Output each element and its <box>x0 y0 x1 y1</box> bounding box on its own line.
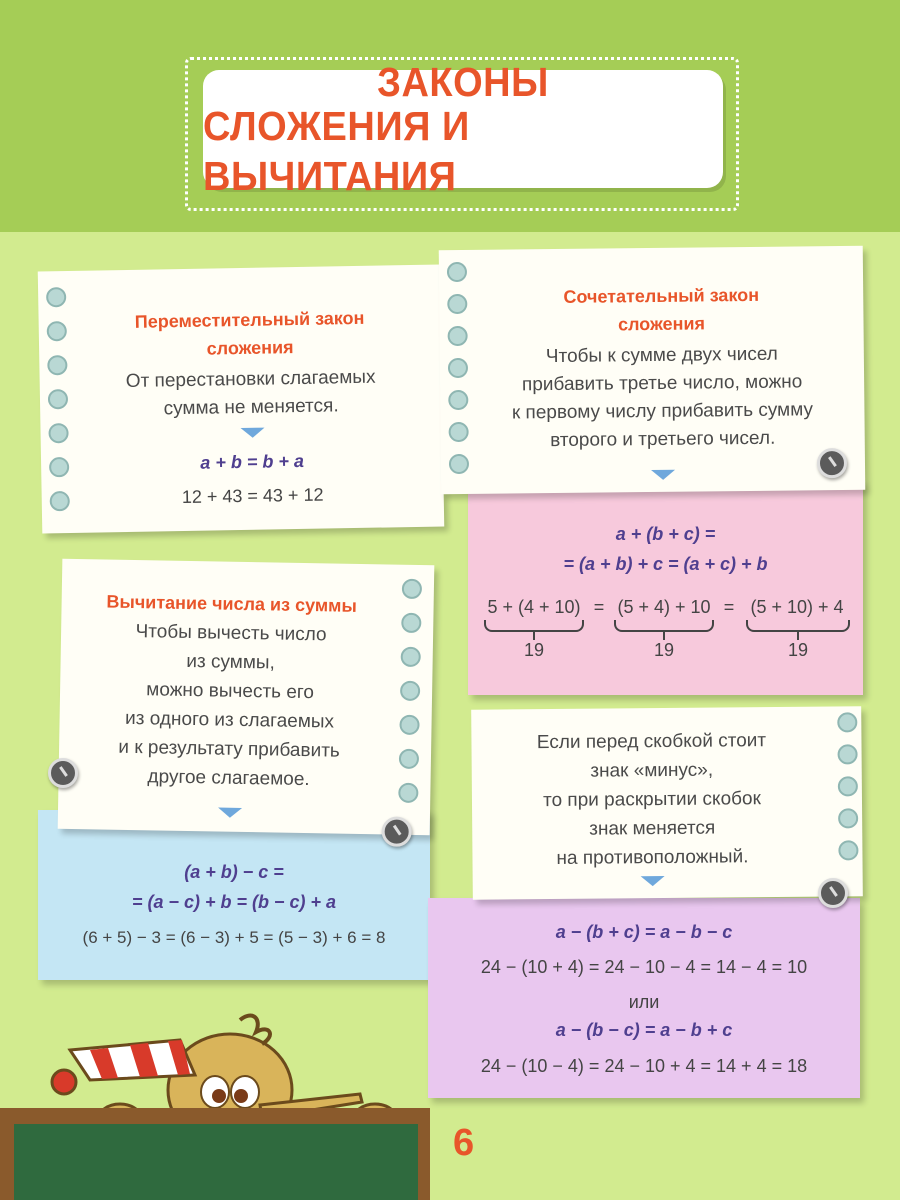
associative-example-part-2: (5 + 4) + 10 <box>617 597 711 617</box>
associative-heading-2: сложения <box>617 313 706 335</box>
pointer-triangle <box>651 470 675 480</box>
brace-3 <box>746 620 850 632</box>
pushpin-icon <box>817 448 847 478</box>
commutative-example: 12 + 43 = 43 + 12 <box>181 484 324 508</box>
associative-example-part-1: 5 + (4 + 10) <box>487 597 581 617</box>
commutative-heading-2: сложения <box>206 337 294 359</box>
subtraction-text-6: другое слагаемое. <box>147 766 310 791</box>
subtraction-formula-2: = (a − c) + b = (b − c) + a <box>131 892 337 912</box>
associative-formula-2: = (a + b) + c = (a + c) + b <box>563 554 768 574</box>
subtraction-text-3: можно вычесть его <box>146 679 315 704</box>
commutative-text-1: От перестановки слагаемых <box>125 366 376 393</box>
associative-heading-1: Сочетательный закон <box>563 284 760 307</box>
brackets-example-2: 24 − (10 − 4) = 24 − 10 + 4 = 14 + 4 = 18 <box>480 1056 808 1076</box>
subtraction-example: (6 + 5) − 3 = (6 − 3) + 5 = (5 − 3) + 6 = 8 <box>82 928 386 947</box>
associative-example-eq-2: = <box>723 597 735 617</box>
pushpin-icon <box>818 878 848 908</box>
associative-note <box>439 246 866 494</box>
subtraction-text-4: из одного из слагаемых <box>124 707 335 733</box>
commutative-text-2: сумма не меняется. <box>163 395 339 420</box>
subtraction-text-5: и к результату прибавить <box>118 736 340 762</box>
associative-formula-1: a + (b + c) = <box>615 524 716 544</box>
page-number: 6 <box>453 1122 475 1164</box>
brackets-text-4: знак меняется <box>589 817 716 840</box>
brackets-formula-1: a − (b + c) = a − b − c <box>555 922 733 942</box>
pushpin-icon <box>48 758 78 788</box>
associative-text-3: к первому числу прибавить сумму <box>511 399 814 424</box>
subtraction-formula-1: (a + b) − c = <box>184 862 284 882</box>
associative-sum-3: 19 <box>787 640 809 660</box>
pointer-triangle <box>241 428 265 438</box>
associative-sum-2: 19 <box>653 640 675 660</box>
subtraction-note <box>58 559 435 835</box>
brackets-note <box>471 706 863 899</box>
pointer-triangle <box>641 876 665 886</box>
brackets-text-2: знак «минус», <box>590 759 714 782</box>
associative-text-1: Чтобы к сумме двух чисел <box>545 343 778 368</box>
subtraction-heading: Вычитание числа из суммы <box>106 591 357 616</box>
brackets-formula-2: a − (b − c) = a − b + c <box>555 1020 733 1040</box>
brace-1 <box>484 620 584 632</box>
brackets-example-box <box>428 898 860 1098</box>
title-box <box>203 60 723 200</box>
brace-2 <box>614 620 714 632</box>
subtraction-text-2: из суммы, <box>186 650 275 674</box>
subtraction-text-1: Чтобы вычесть число <box>135 621 327 646</box>
subtraction-example-box <box>38 810 430 980</box>
associative-example-part-3: (5 + 10) + 4 <box>750 597 844 617</box>
associative-text-4: второго и третьего чисел. <box>550 427 776 452</box>
commutative-heading-1: Переместительный закон <box>134 307 365 332</box>
brackets-example-1: 24 − (10 + 4) = 24 − 10 − 4 = 14 − 4 = 10 <box>480 957 808 977</box>
title-line-1: ЗАКОНЫ <box>377 60 549 106</box>
brackets-text-1: Если перед скобкой стоит <box>536 730 767 754</box>
commutative-note <box>38 265 445 534</box>
associative-sum-1: 19 <box>523 640 545 660</box>
associative-example-eq-1: = <box>593 597 605 617</box>
associative-text-2: прибавить третье число, можно <box>521 371 803 396</box>
title-line-2: СЛОЖЕНИЯ И ВЫЧИТАНИЯ <box>203 104 470 200</box>
brackets-text-5: на противоположный. <box>556 846 749 869</box>
chalkboard <box>14 1124 418 1200</box>
associative-example-box <box>468 480 863 695</box>
brackets-text-3: то при раскрытии скобок <box>542 788 761 812</box>
brackets-or: или <box>628 992 660 1012</box>
pointer-triangle <box>218 808 242 818</box>
commutative-formula: a + b = b + a <box>200 450 305 473</box>
